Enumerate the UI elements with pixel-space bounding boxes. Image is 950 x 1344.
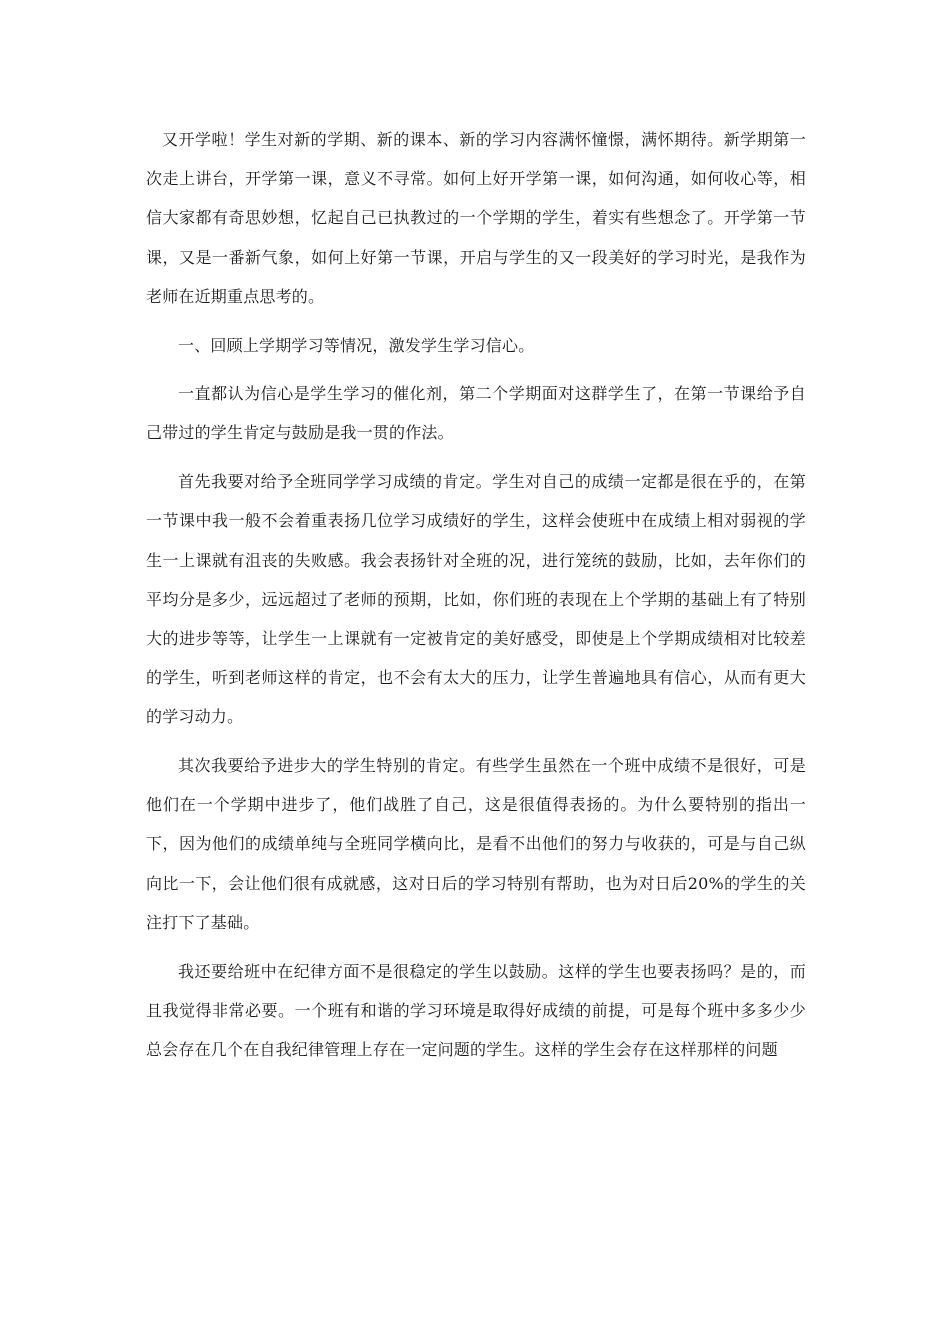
paragraph-whole-class: 首先我要对给予全班同学学习成绩的肯定。学生对自己的成绩一定都是很在乎的，在第一节课中我一般不会着重表扬几位学习成绩好的学生，这样会使班中在成绩上相对弱视的学生一上课就有沮丧的失败感。我会表扬针对全班的况，进行笼统的鼓励，比如，去年你们的平均分是多少，远远超过了老师的预期，比如，你们班的表现在上个学期的基础上有了特别大的进步等等，让学生一上课就有一定被肯定的美好感受，即使是上个学期成绩相对比较差的学生，听到老师这样的肯定，也不会有太大的压力，让学生普遍地具有信心，从而有更大的学习动力。 — [146, 472, 806, 727]
document-body — [146, 120, 806, 1079]
paragraph-progress: 其次我要给予进步大的学生特别的肯定。有些学生虽然在一个班中成绩不是很好，可是他们在一个学期中进步了，他们战胜了自己，这是很值得表扬的。为什么要特别的指出一下，因为他们的成绩单纯与全班同学横向比，是看不出他们的努力与收获的，可是与自己纵向比一下，会让他们很有成就感，这对日后的学习特别有帮助，也为对日后20%的学生的关注打下了基础。 — [146, 756, 806, 932]
paragraph-discipline: 我还要给班中在纪律方面不是很稳定的学生以鼓励。这样的学生也要表扬吗？是的，而且我觉得非常必要。一个班有和谐的学习环境是取得好成绩的前提，可是每个班中多多少少总会存在几个在自我纪律管理上存在一定问题的学生。这样的学生会存在这样那样的问题 — [146, 961, 806, 1059]
section-heading-1: 一、回顾上学期学习等情况，激发学生学习信心。 — [178, 335, 535, 355]
paragraph-confidence: 一直都认为信心是学生学习的催化剂，第二个学期面对这群学生了，在第一节课给予自己带过的学生肯定与鼓励是我一贯的作法。 — [146, 384, 806, 443]
paragraph-intro: 又开学啦！学生对新的学期、新的课本、新的学习内容满怀憧憬，满怀期待。新学期第一次走上讲台，开学第一课，意义不寻常。如何上好开学第一课，如何沟通，如何收心等，相信大家都有奇思妙想，忆起自己已执教过的一个学期的学生，着实有些想念了。开学第一节课，又是一番新气象，如何上好第一节课，开启与学生的又一段美好的学习时光，是我作为老师在近期重点思考的。 — [146, 130, 806, 306]
